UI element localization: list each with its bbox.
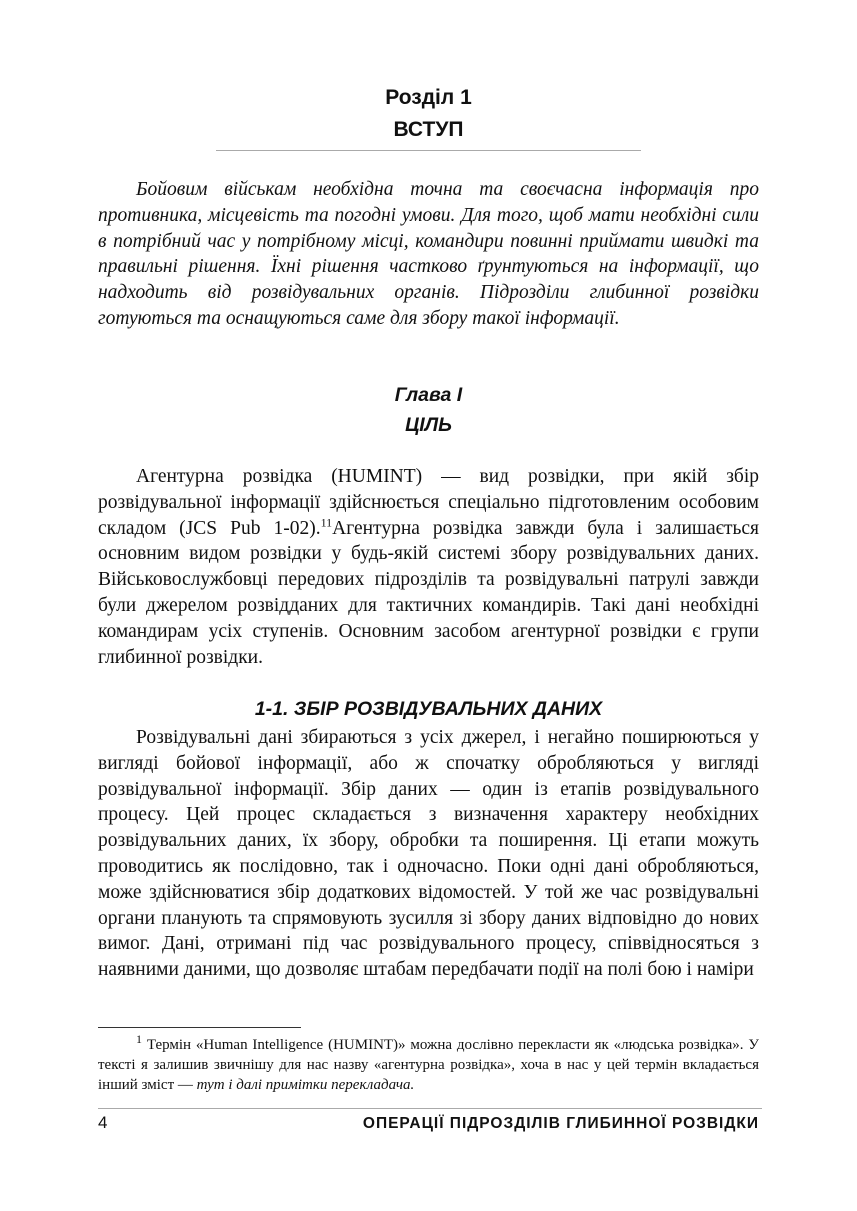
collection-paragraph: Розвідувальні дані збираються з усіх джерел, і негайно поширюються у вигляді бойової інформації, або ж спочатку обробляються у вигляді розвідувальної інформації. Збір даних — один із етапів розвідувального процесу. Цей процес складається з визначення характеру необхідних розвідувальних даних, їх збору, обробки та поширення. Ці етапи можуть проводитись як послідовно, так і одночасно. Поки одні дані обробляються, може здійснюватися збір додаткових відомостей. У той же час розвідувальні органи планують та спрямовують зусилля зі збору даних відповідно до нових вимог. Дані, отримані під час розвідувального процесу, співвідносяться з наявними даними, що дозволяє штабам передбачати події на полі бою і наміри xyxy=(98,727,759,981)
humint-text-part1: Агентурна розвідка (HUMINT) — вид розвідки, при якій збір розвідувальної інформації здійснюється спеціально підготовленим особовим складом (JCS Pub 1-02). xyxy=(98,466,759,539)
running-title: ОПЕРАЦІЇ ПІДРОЗДІЛІВ ГЛИБИННОЇ РОЗВІДКИ xyxy=(362,1115,759,1132)
glava-label: Глава І xyxy=(394,384,463,406)
intro-paragraph: Бойовим військам необхідна точна та своєчасна інформація про противника, місцевість та погодні умови. Для того, щоб мати необхідні сили в потрібний час у потрібному місці, командири повинні приймати швидкі та правильні рішення. Їхні рішення частково ґрунтуються на інформації, що надходить від розвідувальних органів. Підрозділи глибинної розвідки готуються та оснащуються саме для збору такої інформації. xyxy=(98,179,759,329)
subsection-heading: 1-1. ЗБІР РОЗВІДУВАЛЬНИХ ДАНИХ xyxy=(254,698,603,720)
footer-divider xyxy=(98,1108,762,1109)
footnote-text: Термін «Human Intelligence (HUMINT)» можна дослівно перекласти як «людська розвідка». У тексті я залишив звичнішу для нас назву «агентурна розвідка», хоча в нас у цей термін вкладається інший зміст — xyxy=(98,1037,759,1093)
chapter-number: Розділ 1 xyxy=(385,86,472,109)
glava-title: ЦІЛЬ xyxy=(405,414,452,436)
footnote-reference[interactable]: 11 xyxy=(320,515,333,530)
humint-paragraph xyxy=(98,464,759,670)
chapter-divider xyxy=(216,150,641,151)
footnote xyxy=(98,1032,759,1095)
chapter-title: ВСТУП xyxy=(393,118,464,141)
footnote-separator xyxy=(98,1027,301,1028)
footnote-italic-note: тут і далі примітки перекладача. xyxy=(196,1077,415,1093)
footnote-mark: 1 xyxy=(136,1032,142,1046)
page-number: 4 xyxy=(98,1113,108,1132)
humint-text-part2: Агентурна розвідка завжди була і залишається основним видом розвідки у будь-якій системі збору розвідувальних даних. Військовослужбовці передових підрозділів та розвідувальні патрулі завжди були джерелом розвідданих для тактичних командирів. Такі дані необхідні командирам усіх ступенів. Основним засобом агентурної розвідки є групи глибинної розвідки. xyxy=(98,517,760,668)
